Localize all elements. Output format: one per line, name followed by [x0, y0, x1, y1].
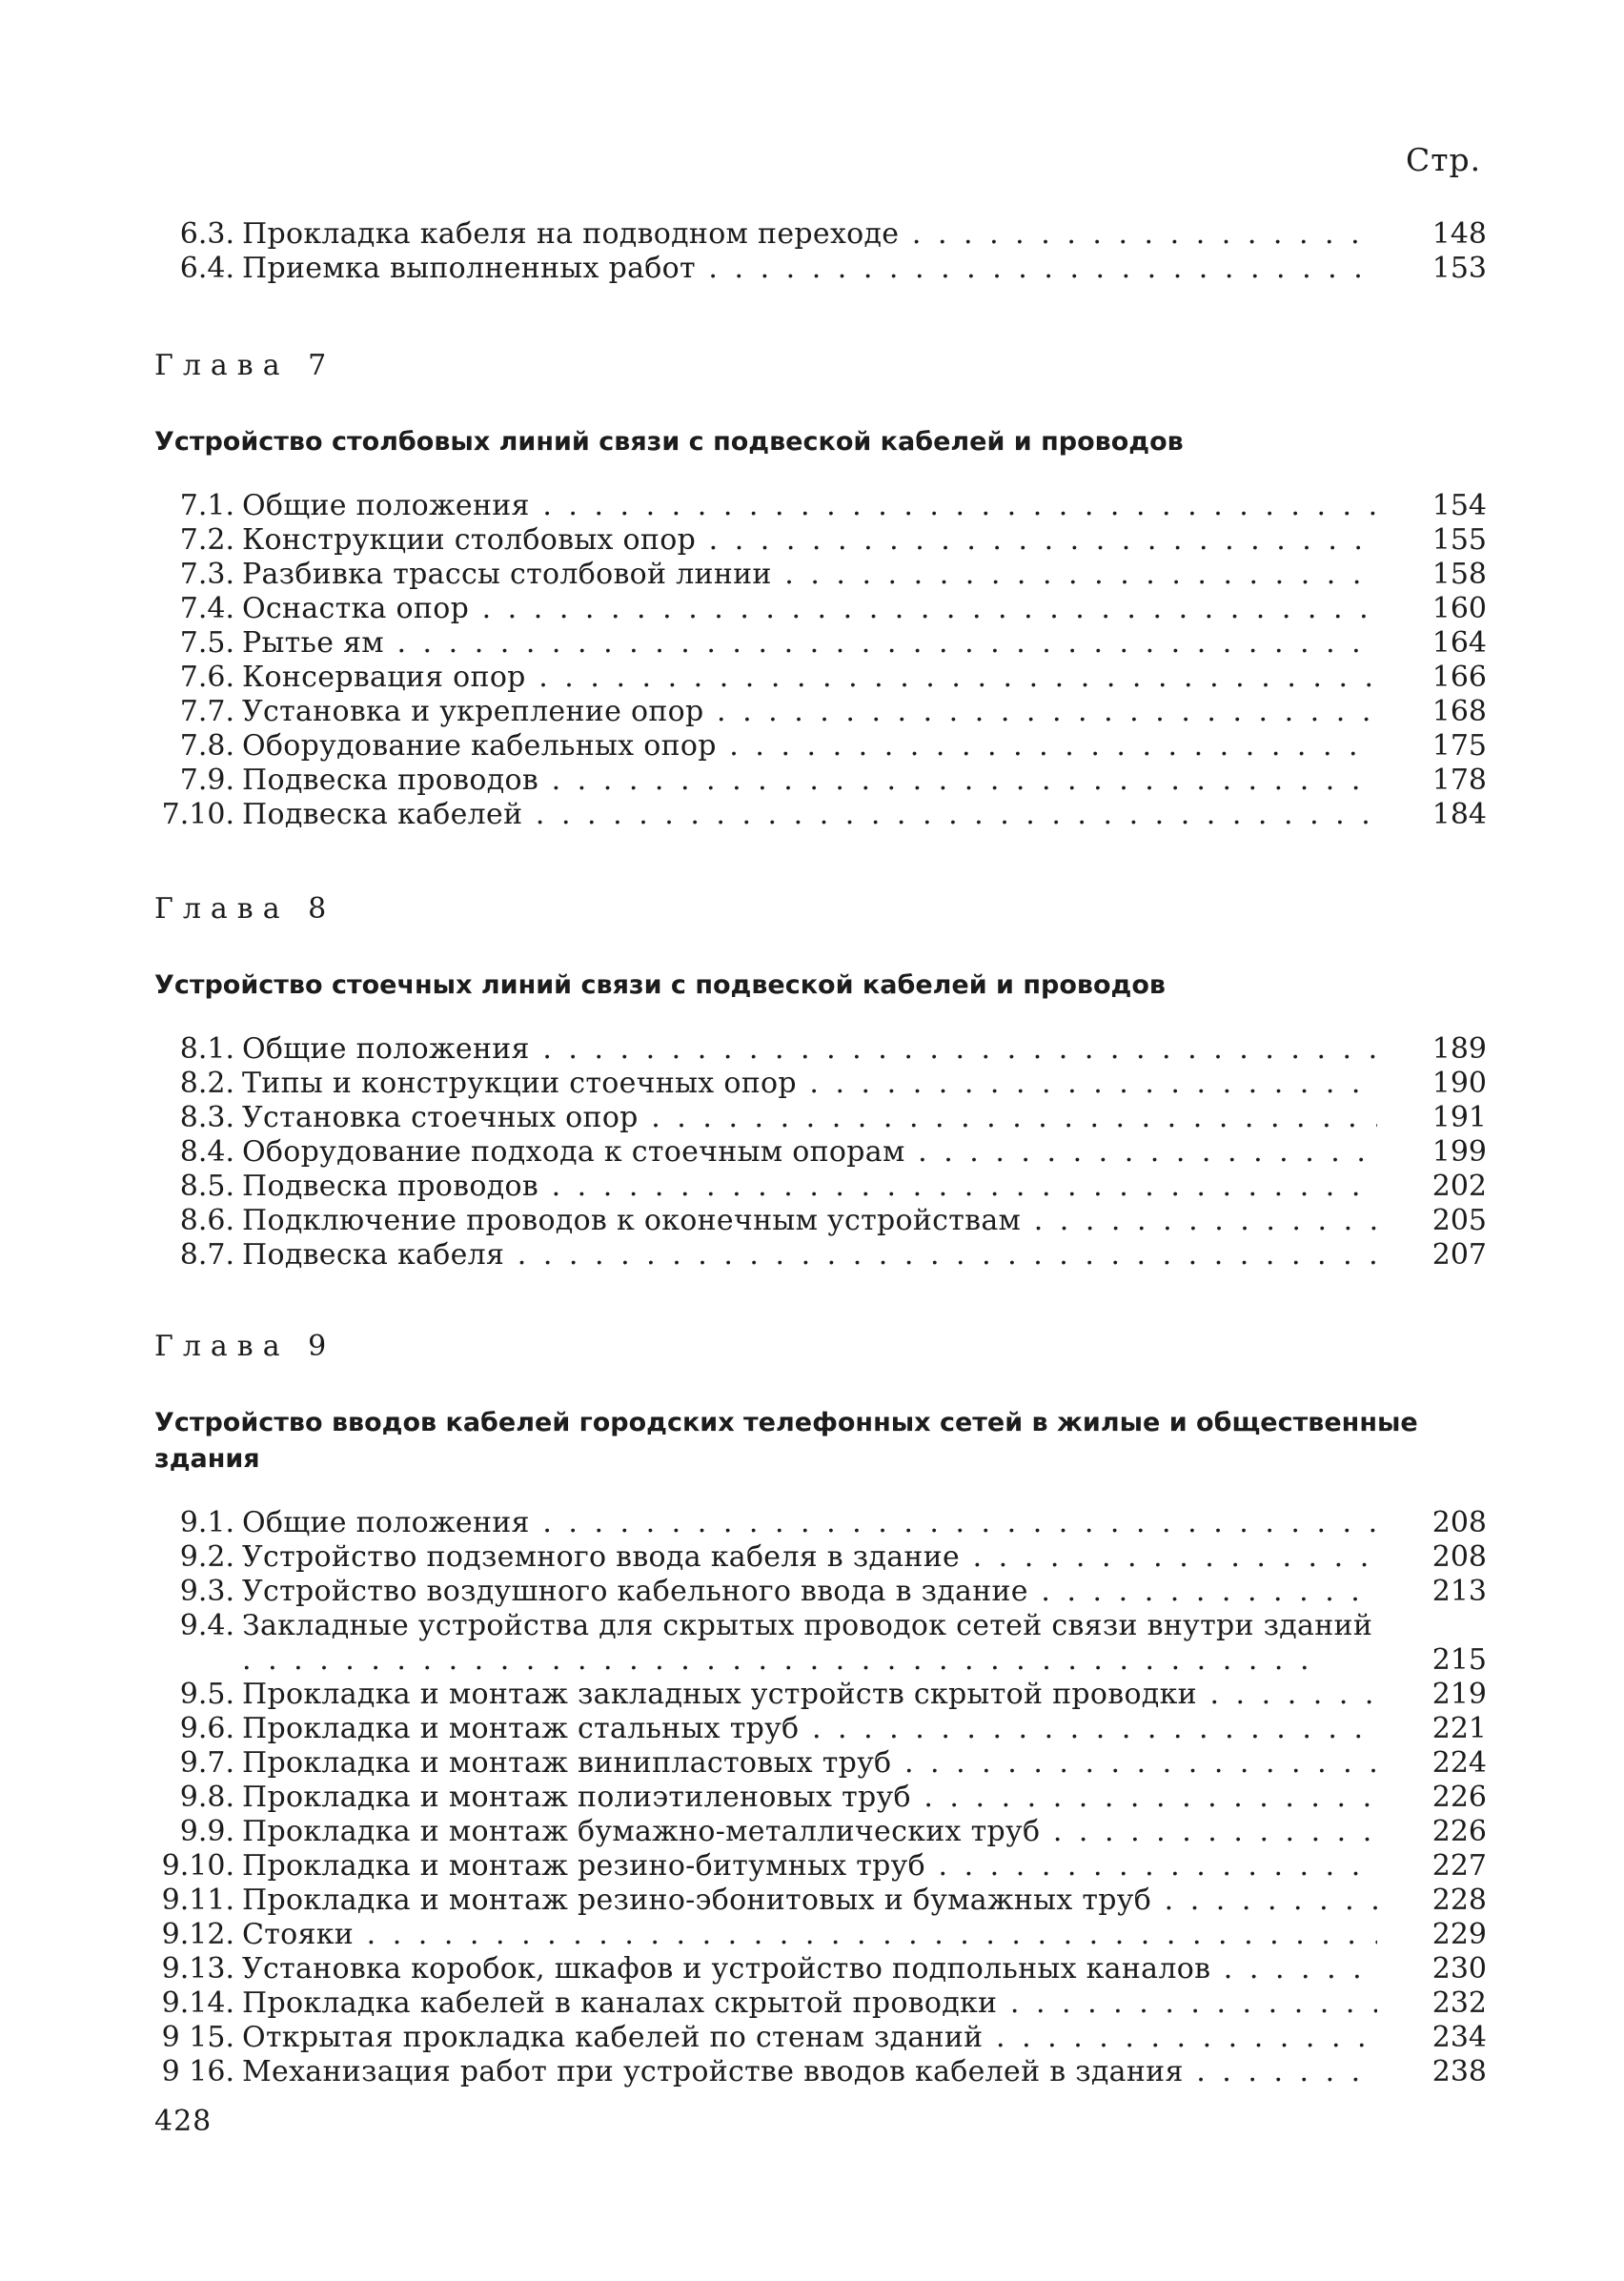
toc-entry — [154, 1575, 1487, 1609]
entry-page: 164 — [1431, 626, 1487, 660]
entry-title: Прокладка и монтаж стальных труб . . — [242, 1712, 1377, 1746]
entry-number: 9.8. — [179, 1781, 234, 1814]
toc-entries — [154, 1032, 1487, 1273]
entry-page: 224 — [1431, 1746, 1487, 1780]
entry-page: 228 — [1431, 1884, 1487, 1917]
entry-title: Установка и укрепление опор . . — [242, 695, 1377, 729]
entry-number: 8.2. — [179, 1067, 234, 1100]
toc-entry — [154, 1884, 1487, 1918]
entry-page: 232 — [1431, 1986, 1487, 2020]
toc-entries — [154, 489, 1487, 832]
entry-page: 208 — [1431, 1540, 1487, 1574]
chapter-section-9 — [154, 1330, 1487, 2089]
toc-entry — [154, 1815, 1487, 1849]
entry-number: 9.10. — [161, 1849, 234, 1883]
entry-number: 9 15. — [161, 2021, 234, 2054]
entry-title: Установка стоечных опор . . — [242, 1101, 1377, 1135]
toc-entry — [154, 1506, 1487, 1540]
entry-number: 9.2. — [179, 1540, 234, 1574]
entry-number: 9.9. — [179, 1815, 234, 1848]
entry-page: 175 — [1431, 729, 1487, 763]
entry-number: 7.6. — [179, 661, 234, 694]
entry-page: 148 — [1431, 217, 1487, 251]
entry-title: Общие положения . . — [242, 1032, 1377, 1067]
entry-page: 189 — [1431, 1032, 1487, 1066]
entry-number: 9.13. — [161, 1952, 234, 1986]
entry-number: 7.7. — [179, 695, 234, 728]
entry-title: Подвеска проводов . . — [242, 764, 1377, 798]
entry-page: 160 — [1431, 592, 1487, 625]
entry-page: 238 — [1431, 2055, 1487, 2088]
toc-entry — [154, 1918, 1487, 1952]
chapter-label: Глава 8 — [154, 892, 336, 926]
entry-title: Устройство подземного ввода кабеля в здание . . — [242, 1540, 1377, 1575]
toc-entry — [154, 798, 1487, 832]
entry-number: 7.3. — [179, 558, 234, 591]
entry-title: Общие положения . . — [242, 489, 1377, 523]
toc-entry — [154, 1238, 1487, 1273]
entry-page: 205 — [1431, 1204, 1487, 1237]
toc-entry — [154, 764, 1487, 798]
page-column-header: Стр. — [1406, 141, 1482, 178]
toc-entry — [154, 1849, 1487, 1884]
toc-entry — [154, 2055, 1487, 2089]
entry-page: 154 — [1431, 489, 1487, 522]
entry-page: 155 — [1431, 523, 1487, 557]
entry-page: 178 — [1431, 764, 1487, 797]
toc-entry — [154, 489, 1487, 523]
entry-number: 7.5. — [179, 626, 234, 660]
entry-number: 7.10. — [161, 798, 234, 831]
entry-title: Прокладка и монтаж бумажно-металлических труб . . — [242, 1815, 1377, 1849]
toc-entries — [154, 217, 1487, 286]
entry-number: 8.1. — [179, 1032, 234, 1066]
toc-entry — [154, 1170, 1487, 1204]
toc-entry — [154, 217, 1487, 252]
entry-number: 7.2. — [179, 523, 234, 557]
entry-title: Оснастка опор . . — [242, 592, 1377, 626]
toc-entry — [154, 695, 1487, 729]
toc-entry — [154, 1101, 1487, 1135]
toc-entry — [154, 1067, 1487, 1101]
entry-title: Прокладка и монтаж винипластовых труб . . — [242, 1746, 1377, 1781]
page-number: 428 — [154, 2105, 213, 2138]
toc-entry — [154, 2021, 1487, 2055]
entry-page: 229 — [1431, 1918, 1487, 1951]
entry-number: 8.4. — [179, 1135, 234, 1169]
entry-title: Прокладка и монтаж закладных устройств скрытой проводки . . — [242, 1678, 1377, 1712]
entry-number: 9.1. — [179, 1506, 234, 1539]
entry-title: Стояки . . — [242, 1918, 1377, 1952]
entry-page: 227 — [1431, 1849, 1487, 1883]
entry-title: Подвеска кабеля . . — [242, 1238, 1377, 1273]
entry-title: Прокладка кабеля на подводном переходе . . — [242, 217, 1377, 252]
entry-title: Конструкции столбовых опор . . — [242, 523, 1377, 558]
entry-title: Устройство воздушного кабельного ввода в здание . . — [242, 1575, 1377, 1609]
entry-title: Установка коробок, шкафов и устройство подпольных каналов . . — [242, 1952, 1377, 1986]
toc-continuation — [154, 217, 1487, 286]
toc-entry — [154, 1952, 1487, 1986]
entry-title: Приемка выполненных работ . . — [242, 252, 1377, 286]
entry-title: Подвеска кабелей . . — [242, 798, 1377, 832]
toc-entry — [154, 626, 1487, 661]
entry-number: 7.1. — [179, 489, 234, 522]
entry-page: 190 — [1431, 1067, 1487, 1100]
toc-entry — [154, 729, 1487, 764]
entry-number: 7.9. — [179, 764, 234, 797]
entry-page: 226 — [1431, 1781, 1487, 1814]
chapter-section-8 — [154, 892, 1487, 1273]
entry-number: 9 16. — [161, 2055, 234, 2088]
entry-page: 219 — [1431, 1678, 1487, 1711]
entry-page: 158 — [1431, 558, 1487, 591]
chapter-title: Устройство вводов кабелей городских телефонных сетей в жилые и общественные здания — [154, 1408, 1418, 1474]
entry-number: 9.14. — [161, 1986, 234, 2020]
entry-number: 9.7. — [179, 1746, 234, 1780]
toc-entry — [154, 1678, 1487, 1712]
entry-number: 7.8. — [179, 729, 234, 763]
entry-title: Прокладка кабелей в каналах скрытой проводки . . — [242, 1986, 1377, 2021]
toc-entry — [154, 592, 1487, 626]
toc-entry — [154, 1135, 1487, 1170]
toc-entry — [154, 252, 1487, 286]
entry-page: 230 — [1431, 1952, 1487, 1986]
entry-title: Разбивка трассы столбовой линии . . — [242, 558, 1377, 592]
entry-page: 207 — [1431, 1238, 1487, 1272]
toc-entry — [154, 523, 1487, 558]
toc-entry — [154, 1986, 1487, 2021]
entry-number: 8.6. — [179, 1204, 234, 1237]
entry-title: Открытая прокладка кабелей по стенам зданий . . — [242, 2021, 1377, 2055]
toc-entry — [154, 558, 1487, 592]
entry-number: 7.4. — [179, 592, 234, 625]
entry-page: 221 — [1431, 1712, 1487, 1745]
entry-page: 215 — [1431, 1643, 1487, 1677]
entry-number: 8.5. — [179, 1170, 234, 1203]
entry-number: 9.4. — [179, 1609, 234, 1642]
toc-entry — [154, 1032, 1487, 1067]
entry-number: 8.3. — [179, 1101, 234, 1134]
entry-page: 208 — [1431, 1506, 1487, 1539]
entry-title: Подвеска проводов . . — [242, 1170, 1377, 1204]
entry-number: 8.7. — [179, 1238, 234, 1272]
entry-number: 9.5. — [179, 1678, 234, 1711]
entry-title: Прокладка и монтаж полиэтиленовых труб . . — [242, 1781, 1377, 1815]
entry-title: Прокладка и монтаж резино-битумных труб . . — [242, 1849, 1377, 1884]
chapter-title: Устройство стоечных линий связи с подвеской кабелей и проводов — [154, 970, 1166, 1000]
chapter-label: Глава 7 — [154, 349, 336, 382]
toc-entry — [154, 1204, 1487, 1238]
toc-entry — [154, 1540, 1487, 1575]
entry-title: Прокладка и монтаж резино-эбонитовых и бумажных труб . . — [242, 1884, 1377, 1918]
entry-title: Консервация опор . . — [242, 661, 1377, 695]
entry-number: 6.4. — [179, 252, 234, 285]
toc-entry — [154, 1712, 1487, 1746]
toc-entry — [154, 1609, 1487, 1678]
entry-number: 9.6. — [179, 1712, 234, 1745]
entry-title: Рытье ям . . — [242, 626, 1377, 661]
entry-number: 9.12. — [161, 1918, 234, 1951]
entry-title: Общие положения . . — [242, 1506, 1377, 1540]
entry-page: 213 — [1431, 1575, 1487, 1608]
toc-entry — [154, 1746, 1487, 1781]
chapter-label: Глава 9 — [154, 1330, 336, 1363]
chapter-title: Устройство столбовых линий связи с подвеской кабелей и проводов — [154, 427, 1184, 457]
entry-page: 184 — [1431, 798, 1487, 831]
entry-title: Типы и конструкции стоечных опор . . — [242, 1067, 1377, 1101]
entry-page: 234 — [1431, 2021, 1487, 2054]
entry-page: 168 — [1431, 695, 1487, 728]
entry-title: Закладные устройства для скрытых проводок сетей связи внутри зданий . . — [242, 1609, 1377, 1678]
entry-title: Оборудование подхода к стоечным опорам . . — [242, 1135, 1377, 1170]
entry-title: Подключение проводов к оконечным устройствам . . — [242, 1204, 1377, 1238]
entry-number: 9.3. — [179, 1575, 234, 1608]
entry-page: 202 — [1431, 1170, 1487, 1203]
entry-page: 166 — [1431, 661, 1487, 694]
toc-entry — [154, 1781, 1487, 1815]
entry-number: 9.11. — [161, 1884, 234, 1917]
entry-number: 6.3. — [179, 217, 234, 251]
entry-title: Оборудование кабельных опор . . — [242, 729, 1377, 764]
toc-entries — [154, 1506, 1487, 2089]
toc-entry — [154, 661, 1487, 695]
entry-page: 153 — [1431, 252, 1487, 285]
entry-page: 191 — [1431, 1101, 1487, 1134]
entry-page: 226 — [1431, 1815, 1487, 1848]
chapter-section-7 — [154, 349, 1487, 832]
entry-page: 199 — [1431, 1135, 1487, 1169]
entry-title: Механизация работ при устройстве вводов кабелей в здания . . — [242, 2055, 1377, 2089]
